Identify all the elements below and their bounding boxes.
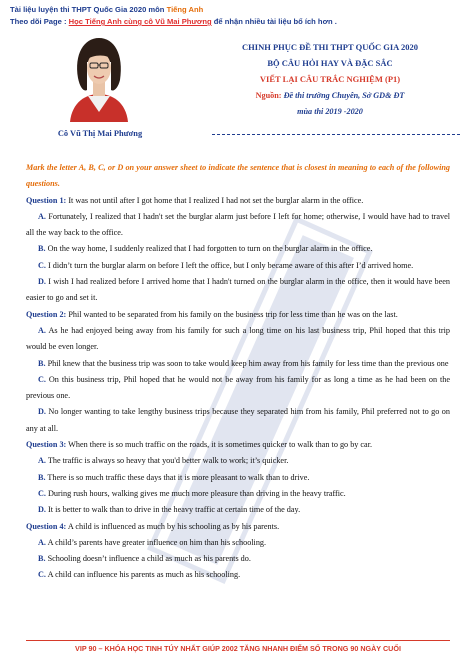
question-2: Question 2: Phil wanted to be separated from his family on the business trip for less time than he was on the last. bbox=[26, 309, 398, 319]
header-season: mùa thi 2019 -2020 bbox=[297, 107, 363, 116]
header-subtitle: BỘ CÂU HỎI HAY VÀ ĐẶC SẮC bbox=[267, 58, 393, 68]
top-line-1: Tài liệu luyện thi THPT Quốc Gia 2020 môn Tiếng Anh bbox=[10, 5, 204, 14]
question-1-option-b: B. On the way home, I suddenly realized that I had forgotten to turn on the burglar alarm in the office. bbox=[38, 244, 373, 254]
facebook-page-link[interactable]: Học Tiếng Anh cùng cô Vũ Mai Phương bbox=[68, 17, 212, 26]
question-2-option-a: A. As he had enjoyed being away from his family for such a long time on his last business trip, Phil hoped that this trip would be even longer. bbox=[26, 325, 450, 352]
question-4: Question 4: A child is influenced as much by his schooling as by his parents. bbox=[26, 521, 280, 531]
instructions: Mark the letter A, B, C, or D on your answer sheet to indicate the sentence that is closest in meaning to each of the following questions. bbox=[26, 163, 450, 189]
author-photo bbox=[64, 30, 134, 122]
header-title: CHINH PHỤC ĐỀ THI THPT QUỐC GIA 2020 bbox=[242, 42, 418, 52]
header-source: Nguồn: Đề thi trường Chuyên, Sở GD& ĐT bbox=[255, 91, 405, 100]
question-3-option-a: A. The traffic is always so heavy that you'd better walk to work; it’s quicker. bbox=[38, 456, 289, 466]
question-2-option-d: D. No longer wanting to take lengthy business trips because they separated him from his family, Phil preferred not to go on any at all. bbox=[26, 407, 450, 433]
subject-label: Tiếng Anh bbox=[166, 5, 204, 14]
question-2-option-c: C. On this business trip, Phil hoped that he would not be away from his family for as long a time as he had been on the previous one. bbox=[26, 374, 450, 401]
footer-banner: VIP 90 – KHÓA HỌC TINH TÚY NHẤT GIÚP 2002 TĂNG NHANH ĐIỂM SỐ TRONG 90 NGÀY CUỐI bbox=[26, 640, 450, 653]
question-1: Question 1: It was not until after I got home that I realized I had not set the burglar alarm in the office. bbox=[26, 195, 364, 205]
question-4-option-c: C. A child can influence his parents as much as his schooling. bbox=[38, 570, 241, 580]
header-topic: VIẾT LẠI CÂU TRẮC NGHIỆM (P1) bbox=[259, 74, 401, 84]
question-3: Question 3: When there is so much traffic on the roads, it is sometimes quicker to walk than to go by car. bbox=[26, 440, 373, 450]
top-line-2: Theo dõi Page : Học Tiếng Anh cùng cô Vũ Mai Phương để nhận nhiều tài liệu bổ ích hơn . bbox=[10, 17, 337, 26]
question-4-option-b: B. Schooling doesn’t influence a child as much as his parents do. bbox=[38, 554, 251, 564]
question-4-option-a: A. A child’s parents have greater influence on him than his schooling. bbox=[38, 537, 267, 547]
question-1-option-d: D. I wish I had realized before I arrived home that I hadn't turned on the burglar alarm in the office, then it would have been easier to go and set it. bbox=[26, 277, 450, 303]
header-divider bbox=[212, 134, 460, 135]
question-3-option-d: D. It is better to walk than to drive in the heavy traffic at certain time of the day. bbox=[38, 505, 301, 515]
question-1-option-c: C. I didn’t turn the burglar alarm on before I left the office, but I only became aware of this after I’d arrived home. bbox=[38, 260, 414, 270]
document-body bbox=[26, 160, 450, 584]
question-3-option-b: B. There is so much traffic these days that it is more pleasant to walk than to drive. bbox=[38, 472, 310, 482]
question-1-option-a: A. Fortunately, I realized that I hadn't set the burglar alarm just before I left for home; otherwise, I would have had to travel all the way back to the office. bbox=[26, 211, 450, 238]
top-banner bbox=[10, 4, 337, 28]
author-name: Cô Vũ Thị Mai Phương bbox=[57, 129, 143, 138]
question-2-option-b: B. Phil knew that the business trip was soon to take would keep him away from his family for less time than the previous one bbox=[38, 358, 449, 368]
question-3-option-c: C. During rush hours, walking gives me much more pleasure than driving in the heavy traffic. bbox=[38, 488, 346, 498]
